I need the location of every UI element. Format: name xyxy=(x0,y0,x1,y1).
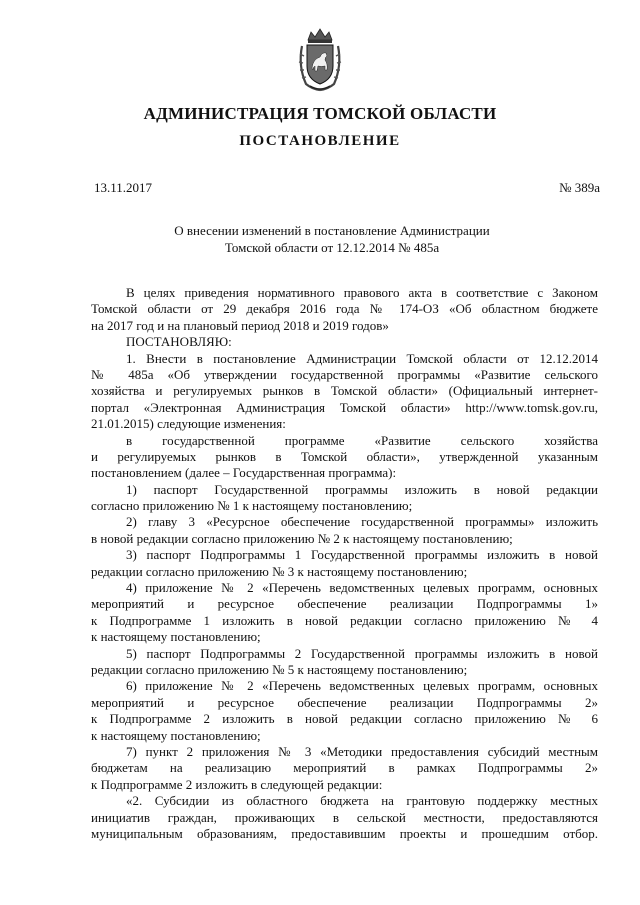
body-line: к Подпрограмме 1 изложить в новой редакции согласно приложению № 4 xyxy=(91,612,598,628)
organization-name: АДМИНИСТРАЦИЯ ТОМСКОЙ ОБЛАСТИ xyxy=(143,104,497,123)
body-line: хозяйства и регулируемых рынков в Томской области» (Официальный интернет- xyxy=(91,383,598,399)
body-line: к настоящему постановлению; xyxy=(91,727,261,743)
body-line: «2. Субсидии из областного бюджета на грантовую поддержку местных xyxy=(126,793,598,809)
body-line: мероприятий и ресурсное обеспечение реализации Подпрограммы 2» xyxy=(91,694,598,710)
body-line: 21.01.2015) следующие изменения: xyxy=(91,416,286,432)
body-line: 1) паспорт Государственной программы изложить в новой редакции xyxy=(126,481,598,497)
body-line: 1. Внести в постановление Администрации Томской области от 12.12.2014 xyxy=(126,350,598,366)
body-line: 7) пункт 2 приложения № 3 «Методики предоставления субсидий местным xyxy=(126,743,598,759)
body-line: 3) паспорт Подпрограммы 1 Государственной программы изложить в новой xyxy=(126,547,598,563)
body-line: 5) паспорт Подпрограммы 2 Государственной программы изложить в новой xyxy=(126,645,598,661)
document-body xyxy=(91,285,598,842)
body-line: № 485а «Об утверждении государственной программы «Развитие сельского xyxy=(91,366,598,382)
body-line: и регулируемых рынков в Томской области», утвержденной указанным xyxy=(91,448,598,464)
body-line: постановлением (далее – Государственная программа): xyxy=(91,465,397,481)
body-line: 2) главу 3 «Ресурсное обеспечение государственной программы» изложить xyxy=(126,514,598,530)
body-line: бюджетам на реализацию мероприятий в рамках Подпрограммы 2» xyxy=(91,760,598,776)
document-title xyxy=(120,222,544,256)
body-line: редакции согласно приложению № 5 к настоящему постановлению; xyxy=(91,661,468,677)
document-title-line: О внесении изменений в постановление Администрации xyxy=(174,223,490,238)
tomsk-oblast-coat-of-arms-icon xyxy=(296,26,344,92)
body-line: инициатив граждан, проживающих в сельской местности, предоставляются xyxy=(91,809,598,825)
body-line: ПОСТАНОВЛЯЮ: xyxy=(126,334,232,350)
body-line: в государственной программе «Развитие сельского хозяйства xyxy=(126,432,598,448)
document-date: 13.11.2017 xyxy=(94,180,153,195)
body-line: к Подпрограмме 2 изложить в следующей редакции: xyxy=(91,776,383,792)
document-title-line: Томской области от 12.12.2014 № 485а xyxy=(224,240,440,255)
body-line: к Подпрограмме 2 изложить в новой редакции согласно приложению № 6 xyxy=(91,711,598,727)
body-line: муниципальным образованиям, предоставившим проекты и прошедшим отбор. xyxy=(91,825,598,841)
body-line: портал «Электронная Администрация Томской области» http://www.tomsk.gov.ru, xyxy=(91,399,598,415)
body-line: 4) приложение № 2 «Перечень ведомственных целевых программ, основных xyxy=(126,580,598,596)
body-line: 6) приложение № 2 «Перечень ведомственных целевых программ, основных xyxy=(126,678,598,694)
document-number: № 389а xyxy=(559,180,600,195)
body-line: Томской области от 29 декабря 2016 года № 174-ОЗ «Об областном бюджете xyxy=(91,301,598,317)
body-line: на 2017 год и на плановый период 2018 и 2019 годов» xyxy=(91,317,389,333)
document-type: ПОСТАНОВЛЕНИЕ xyxy=(239,133,401,149)
body-line: согласно приложению № 1 к настоящему постановлению; xyxy=(91,498,413,514)
body-line: редакции согласно приложению № 3 к настоящему постановлению; xyxy=(91,563,468,579)
body-line: в новой редакции согласно приложению № 2 к настоящему постановлению; xyxy=(91,530,513,546)
body-line: к настоящему постановлению; xyxy=(91,629,261,645)
body-line: мероприятий и ресурсное обеспечение реализации Подпрограммы 1» xyxy=(91,596,598,612)
body-line: В целях приведения нормативного правового акта в соответствие с Законом xyxy=(126,285,598,300)
